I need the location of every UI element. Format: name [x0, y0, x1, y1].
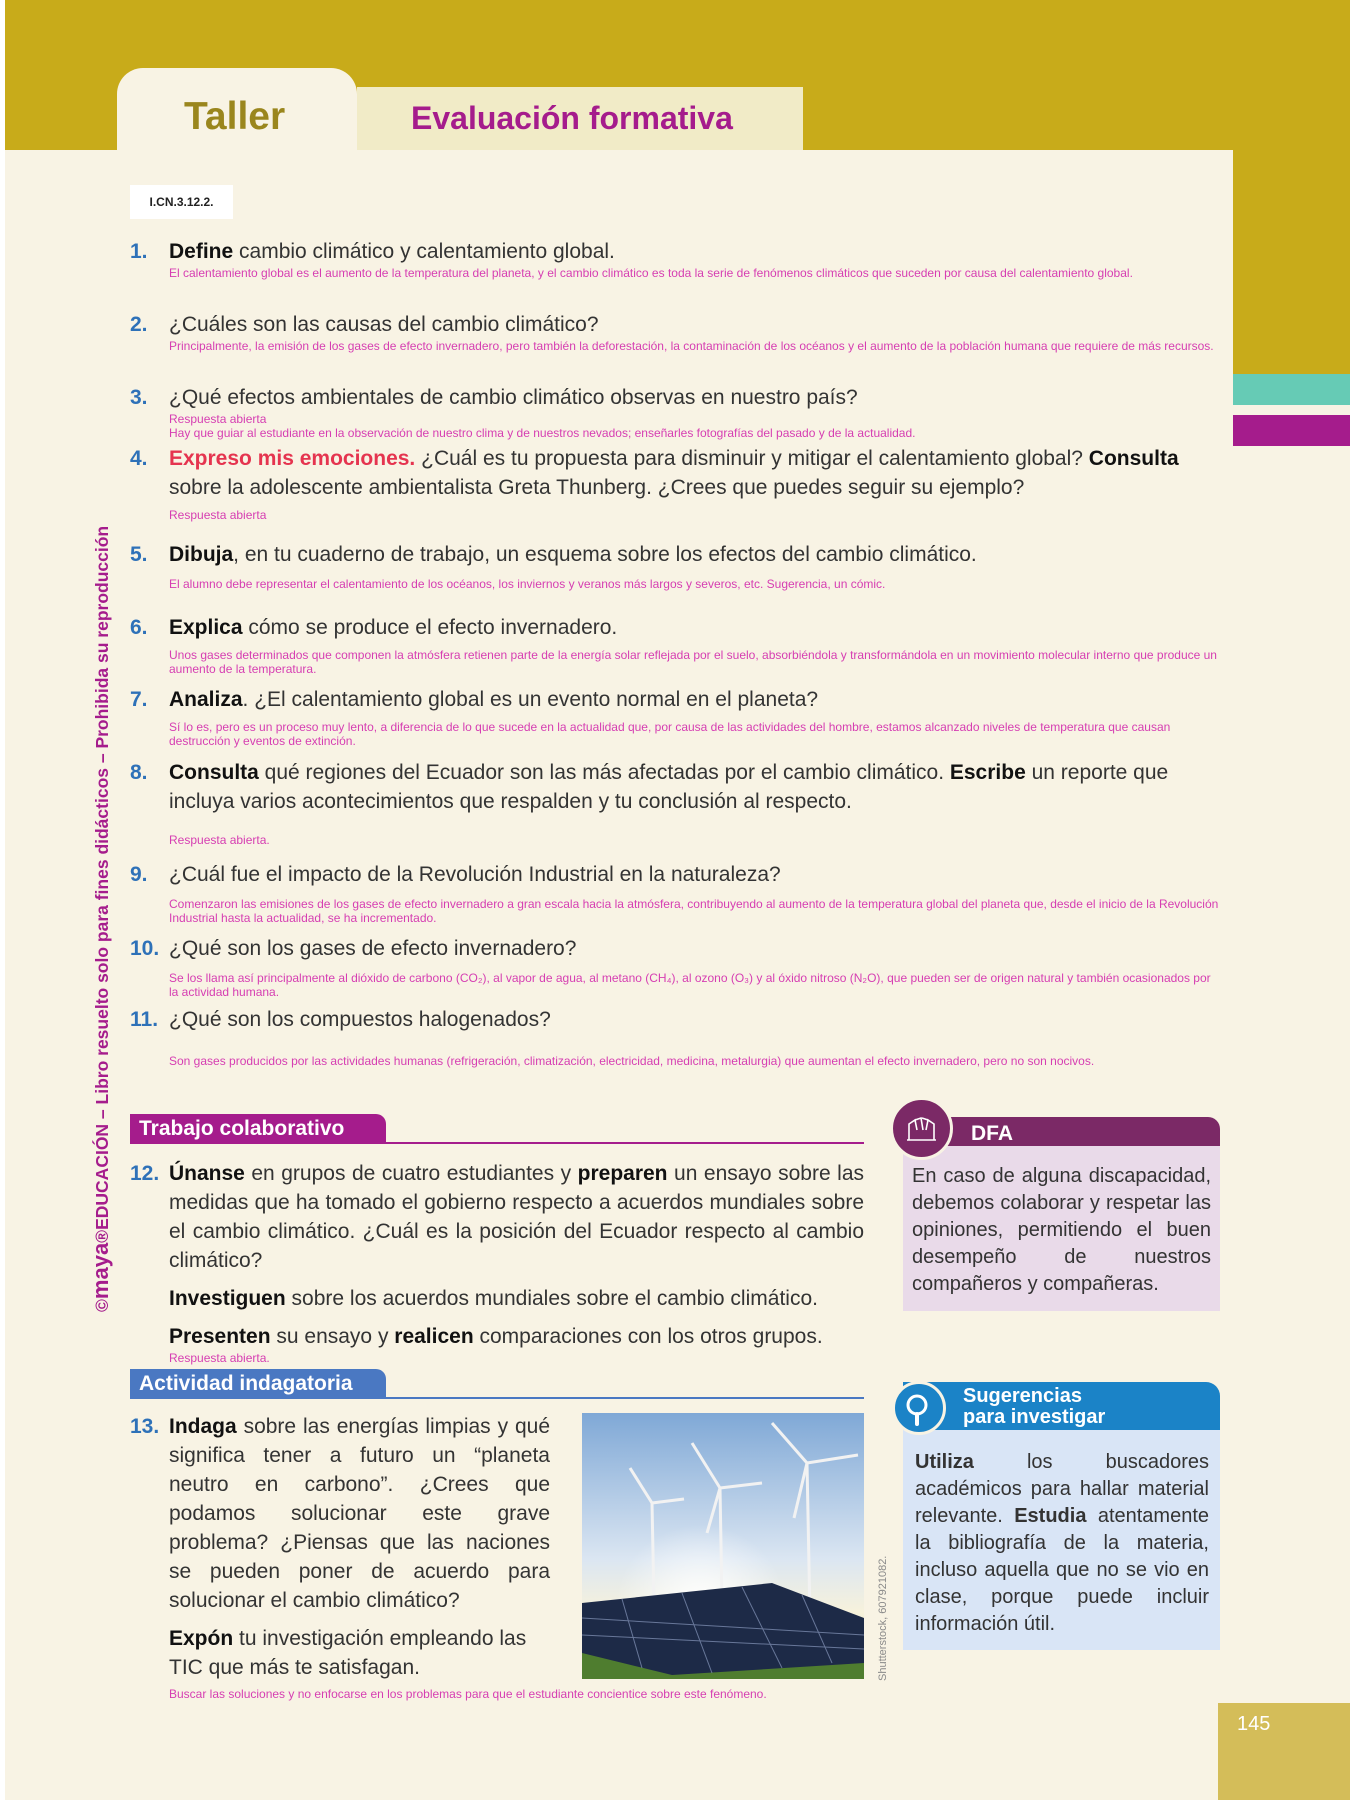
question-10: [130, 934, 1220, 999]
question-6: [130, 613, 1220, 676]
question-number: 4.: [130, 447, 148, 470]
question-11: [130, 1005, 1220, 1068]
question-number: 12.: [130, 1162, 160, 1185]
dfa-text: En caso de alguna discapacidad, debemos colaborar y respetar las opiniones, permitiendo el buen desempeño de nuestros compañeros y compañeras.: [912, 1165, 1211, 1295]
answer: Principalmente, la emisión de los gases de efecto invernadero, pero también la deforestación, la contaminación de los océanos y el aumento de la población humana que requiere de más recursos.: [169, 339, 1214, 353]
answer: Unos gases determinados que componen la atmósfera retienen parte de la energía solar reflejada por el suelo, absorbiéndola y transformándola en un movimiento molecular interno que produce un aumento de la temperatura.: [169, 648, 1217, 676]
photo-credit: Shutterstock, 607921082.: [877, 1555, 889, 1681]
answer: Sí lo es, pero es un proceso muy lento, a diferencia de lo que sucede en la actualidad que, por causa de las actividades del hombre, estamos alcanzado niveles de temperatura que causan destrucción y eventos de extinción.: [169, 720, 1171, 748]
question-12-investiguen: Investiguen sobre los acuerdos mundiales sobre el cambio climático.: [169, 1287, 818, 1310]
question-13-expon: Expón tu investigación empleando las TIC que más te satisfagan.: [169, 1627, 527, 1679]
sugerencias-text: Utiliza los buscadores académicos para hallar material relevante. Estudia atentamente la bibliografía de la materia, incluso aquella que no se vio en clase, porque puede incluir información útil.: [915, 1451, 1210, 1635]
actividad-divider: [130, 1397, 864, 1399]
question-text: ¿Qué son los gases de efecto invernadero?: [169, 937, 577, 960]
answer: Respuesta abierta: [169, 508, 267, 522]
teal-accent-tab: [1233, 374, 1350, 405]
right-margin-lower: [1233, 446, 1350, 1800]
question-number: 11.: [130, 1008, 159, 1031]
question-text: ¿Qué efectos ambientales de cambio climático observas en nuestro país?: [169, 386, 858, 409]
question-3: [130, 383, 1220, 440]
question-text: Indaga sobre las energías limpias y qué significa tener a futuro un “planeta neutro en carbono”. ¿Crees que podamos solucionar este grave problema? ¿Piensas que las naciones se pueden poner de acuerdo para solucionar el cambio climático?: [169, 1415, 550, 1612]
solar-wind-photo: [582, 1413, 864, 1679]
taller-title: Taller: [184, 95, 286, 138]
magnifier-icon: [892, 1381, 946, 1435]
answer-note: Hay que guiar al estudiante en la observación de nuestro clima y de nuestros nevados; enseñarles fotografías del pasado y de la actualidad.: [169, 426, 916, 440]
question-9: [130, 860, 1220, 925]
question-number: 9.: [130, 863, 148, 886]
question-number: 6.: [130, 616, 148, 639]
question-7: [130, 685, 1220, 748]
answer: Respuesta abierta: [169, 412, 267, 426]
question-number: 1.: [130, 240, 148, 263]
hands-icon: [890, 1097, 953, 1160]
answer: El calentamiento global es el aumento de la temperatura del planeta, y el cambio climático es toda la serie de fenómenos climáticos que suceden por causa del calentamiento global.: [169, 266, 1133, 280]
question-5: [130, 540, 1220, 591]
question-number: 2.: [130, 313, 148, 336]
actividad-indagatoria-heading: Actividad indagatoria: [130, 1369, 386, 1399]
trabajo-divider: [130, 1142, 864, 1144]
question-number: 5.: [130, 543, 148, 566]
answer-13: Buscar las soluciones y no enfocarse en los problemas para que el estudiante concientice sobre este fenómeno.: [169, 1687, 767, 1701]
answer: Respuesta abierta.: [169, 833, 270, 847]
question-text: Analiza. ¿El calentamiento global es un evento normal en el planeta?: [169, 688, 819, 711]
indicator-code: I.CN.3.12.2.: [130, 185, 233, 219]
answer: Comenzaron las emisiones de los gases de efecto invernadero a gran escala hacia la atmósfera, contribuyendo al aumento de la temperatura global del planeta que, desde el inicio de la Revolución Industrial hasta la actualidad, se ha incrementado.: [169, 897, 1219, 925]
answer: Se los llama así principalmente al dióxido de carbono (CO₂), al vapor de agua, al metano (CH₄), al ozono (O₃) y al óxido nitroso (N₂O), que pueden ser de origen natural y también ocasionados por la actividad humana.: [169, 971, 1211, 999]
page-number: 145: [1237, 1713, 1271, 1735]
copyright-vertical: ©maya®EDUCACIÓN – Libro resuelto solo para fines didácticos – Prohibida su reproducción: [88, 525, 113, 1312]
question-number: 8.: [130, 761, 148, 784]
question-2: [130, 310, 1220, 353]
trabajo-colaborativo-heading: Trabajo colaborativo: [130, 1114, 386, 1144]
answer: Respuesta abierta.: [169, 1351, 270, 1365]
question-text: ¿Cuáles son las causas del cambio climático?: [169, 313, 599, 336]
dfa-title: DFA: [971, 1122, 1013, 1145]
right-margin-band: [1233, 0, 1350, 385]
question-number: 13.: [130, 1415, 160, 1438]
question-12-presenten: Presenten su ensayo y realicen comparaciones con los otros grupos.: [169, 1325, 823, 1348]
question-text: Explica cómo se produce el efecto invernadero.: [169, 616, 618, 639]
question-13: [130, 1412, 550, 1682]
question-text: ¿Cuál fue el impacto de la Revolución Industrial en la naturaleza?: [169, 863, 781, 886]
question-number: 10.: [130, 937, 160, 960]
question-number: 3.: [130, 386, 148, 409]
question-text: Únanse en grupos de cuatro estudiantes y preparen un ensayo sobre las medidas que ha tomado el gobierno respecto a acuerdos mundiales sobre el cambio climático. ¿Cuál es la posición del Ecuador respecto al cambio climático?: [169, 1162, 865, 1272]
question-4: [130, 444, 1220, 522]
question-8: [130, 758, 1220, 847]
evaluacion-title: Evaluación formativa: [411, 100, 733, 136]
question-text: Dibuja, en tu cuaderno de trabajo, un esquema sobre los efectos del cambio climático.: [169, 543, 977, 566]
question-text: Define cambio climático y calentamiento global.: [169, 240, 615, 263]
question-12: [130, 1159, 864, 1365]
purple-accent-tab: [1233, 415, 1350, 446]
question-number: 7.: [130, 688, 148, 711]
question-1: [130, 237, 1220, 280]
question-text: Expreso mis emociones. ¿Cuál es tu propuesta para disminuir y mitigar el calentamiento global? Consulta sobre la adolescente ambientalista Greta Thunberg. ¿Crees que puedes seguir su ejemplo?: [169, 447, 1179, 499]
answer: Son gases producidos por las actividades humanas (refrigeración, climatización, electricidad, medicina, metalurgia) que aumentan el efecto invernadero, pero no son nocivos.: [169, 1054, 1095, 1068]
question-text: ¿Qué son los compuestos halogenados?: [169, 1008, 551, 1031]
answer: El alumno debe representar el calentamiento de los océanos, los inviernos y veranos más largos y severos, etc. Sugerencia, un cómic.: [169, 577, 886, 591]
question-text: Consulta qué regiones del Ecuador son las más afectadas por el cambio climático. Escribe un reporte que incluya varios acontecimientos que respalden y tu conclusión al respecto.: [169, 761, 1169, 813]
sugerencias-title: Sugerencias para investigar: [963, 1385, 1106, 1428]
